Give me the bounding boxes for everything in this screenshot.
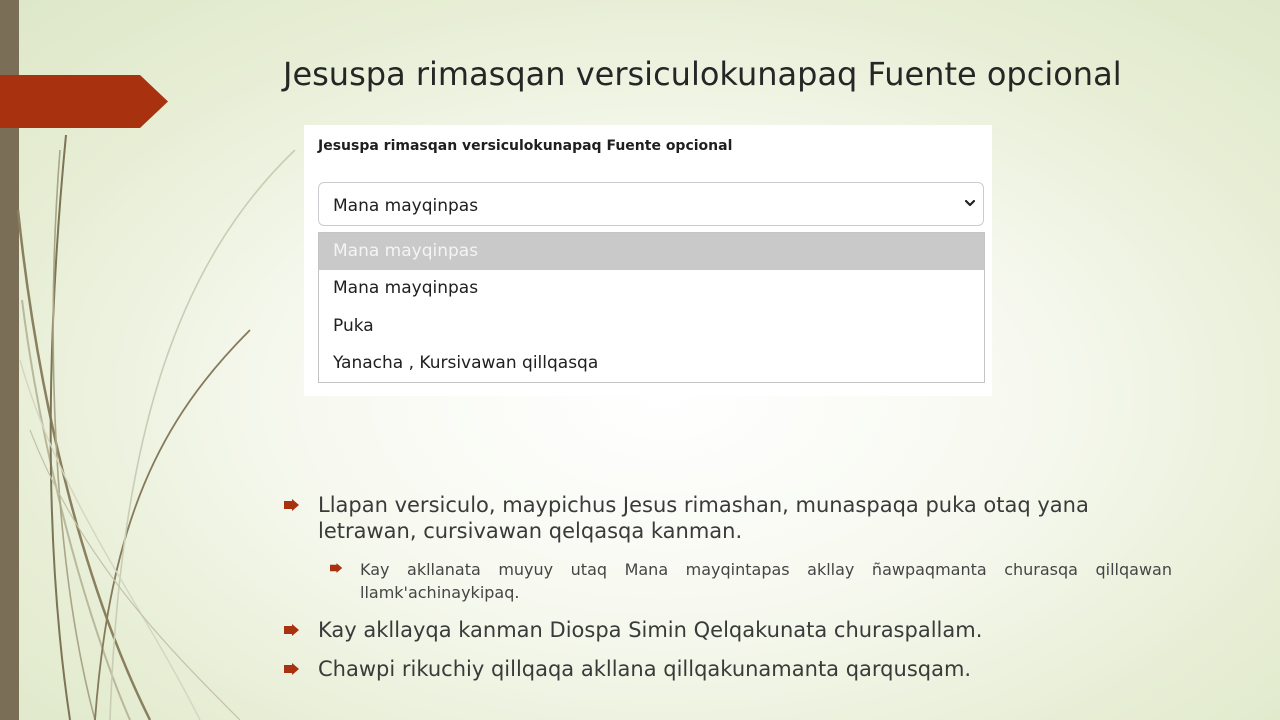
dropdown-option-red[interactable]: Puka bbox=[333, 315, 374, 336]
source-select[interactable] bbox=[318, 182, 984, 226]
sub-bullet-text: Kay akllanata muyuy utaq Mana mayqintapas akllay ñawpaqmanta churasqa qillqawan llamk'achinaykipaq. bbox=[360, 560, 1172, 602]
sub-bullet-item bbox=[330, 558, 1172, 604]
arrow-bullet-icon bbox=[284, 624, 300, 636]
bullet-item bbox=[284, 656, 1184, 682]
arrow-bullet-icon bbox=[330, 563, 343, 573]
arrow-bullet-icon bbox=[284, 663, 300, 675]
slide-title: Jesuspa rimasqan versiculokunapaq Fuente opcional bbox=[283, 55, 1122, 93]
bullet-item bbox=[284, 492, 1184, 544]
field-label: Jesuspa rimasqan versiculokunapaq Fuente opcional bbox=[318, 138, 733, 154]
arrow-bullet-icon bbox=[284, 499, 300, 511]
bullet-item bbox=[284, 617, 1184, 643]
bullet-text: Llapan versiculo, maypichus Jesus rimashan, munaspaqa puka otaq yana letrawan, cursivawan qelqasqa kanman. bbox=[318, 493, 1089, 543]
dropdown-option-none-highlighted[interactable]: Mana mayqinpas bbox=[319, 233, 984, 270]
select-value: Mana mayqinpas bbox=[333, 196, 479, 216]
title-accent-arrow bbox=[0, 75, 168, 128]
dropdown-list bbox=[318, 232, 985, 383]
dropdown-option-none[interactable]: Mana mayqinpas bbox=[333, 278, 479, 299]
bullet-text: Chawpi rikuchiy qillqaqa akllana qillqakunamanta qarqusqam. bbox=[318, 657, 972, 681]
bullet-text: Kay akllayqa kanman Diospa Simin Qelqakunata churaspallam. bbox=[318, 618, 983, 642]
dropdown-option-bold-italic[interactable]: Yanacha , Kursivawan qillqasqa bbox=[333, 352, 599, 373]
chevron-down-icon bbox=[963, 196, 977, 210]
screenshot-panel bbox=[304, 125, 992, 396]
